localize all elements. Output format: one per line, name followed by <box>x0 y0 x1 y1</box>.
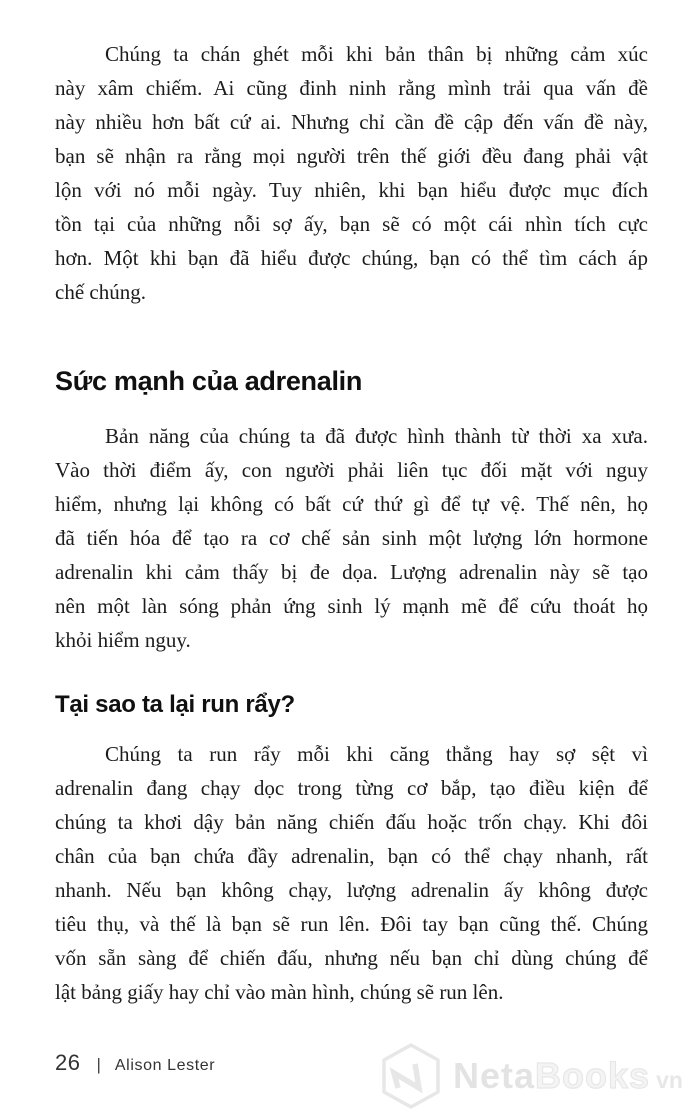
text-line: này xâm chiếm. Ai cũng đinh ninh rằng mình trải qua vấn đề <box>55 76 648 100</box>
author-name: Alison Lester <box>114 1057 216 1074</box>
text-line: nhanh. Nếu bạn không chạy, lượng adrenalin ấy không được <box>55 878 648 902</box>
text-line: Vào thời điểm ấy, con người phải liên tục đối mặt với nguy <box>55 458 648 482</box>
text-line: lộn với nó mỗi ngày. Tuy nhiên, khi bạn hiểu được mục đích <box>55 178 648 202</box>
text-line: chế chúng. <box>55 280 146 304</box>
section-heading-adrenalin: Sức mạnh của adrenalin <box>55 366 363 396</box>
text-line: vốn sẵn sàng để chiến đấu, nhưng nếu bạn chỉ dùng chúng để <box>55 946 648 970</box>
watermark-wordmark <box>453 1055 683 1096</box>
netabooks-watermark <box>381 1043 683 1109</box>
text-line: adrenalin đang chạy dọc trong từng cơ bắp, tạo điều kiện để <box>55 776 648 800</box>
text-line: chân của bạn chứa đầy adrenalin, bạn có thể chạy nhanh, rất <box>55 844 648 868</box>
text-line: hiểm, nhưng lại không có bất cứ thứ gì để tự vệ. Thế nên, họ <box>55 492 648 516</box>
watermark-brand-primary: Neta <box>453 1055 536 1096</box>
text-line: hơn. Một khi bạn đã hiểu được chúng, bạn có thể tìm cách áp <box>55 246 648 270</box>
text-line: khỏi hiểm nguy. <box>55 628 191 652</box>
page-footer <box>55 1050 215 1076</box>
page-number: 26 <box>55 1050 81 1075</box>
text-line: tồn tại của những nỗi sợ ấy, bạn sẽ có một cái nhìn tích cực <box>55 212 648 236</box>
section-heading-runray: Tại sao ta lại run rẩy? <box>55 691 295 718</box>
text-line: adrenalin khi cảm thấy bị đe dọa. Lượng adrenalin này sẽ tạo <box>55 560 648 584</box>
text-line: bạn sẽ nhận ra rằng mọi người trên thế giới đều đang phải vật <box>55 144 648 168</box>
text-line: tiêu thụ, và thế là bạn sẽ run lên. Đôi tay bạn cũng thế. Chúng <box>55 912 648 936</box>
text-line: chúng ta khơi dậy bản năng chiến đấu hoặc trốn chạy. Khi đôi <box>55 810 648 834</box>
footer-separator: | <box>96 1055 101 1074</box>
text-line: Chúng ta chán ghét mỗi khi bản thân bị những cảm xúc <box>105 42 648 66</box>
text-line: Chúng ta run rẩy mỗi khi căng thẳng hay sợ sệt vì <box>105 742 648 766</box>
adrenalin-paragraph <box>55 419 648 657</box>
text-line: Bản năng của chúng ta đã được hình thành từ thời xa xưa. <box>105 424 648 448</box>
intro-paragraph <box>55 37 648 309</box>
watermark-tld: vn <box>656 1067 683 1093</box>
text-line: lật bảng giấy hay chỉ vào màn hình, chúng sẽ run lên. <box>55 980 504 1004</box>
hexagon-n-icon <box>381 1043 441 1109</box>
text-line: đã tiến hóa để tạo ra cơ chế sản sinh một lượng lớn hormone <box>55 526 648 550</box>
runray-paragraph <box>55 737 648 1009</box>
text-line: nên một làn sóng phản ứng sinh lý mạnh mẽ để cứu thoát họ <box>55 594 648 618</box>
text-line: này nhiều hơn bất cứ ai. Nhưng chỉ cần đề cập đến vấn đề này, <box>55 110 648 134</box>
watermark-brand-secondary: Books <box>535 1055 651 1096</box>
